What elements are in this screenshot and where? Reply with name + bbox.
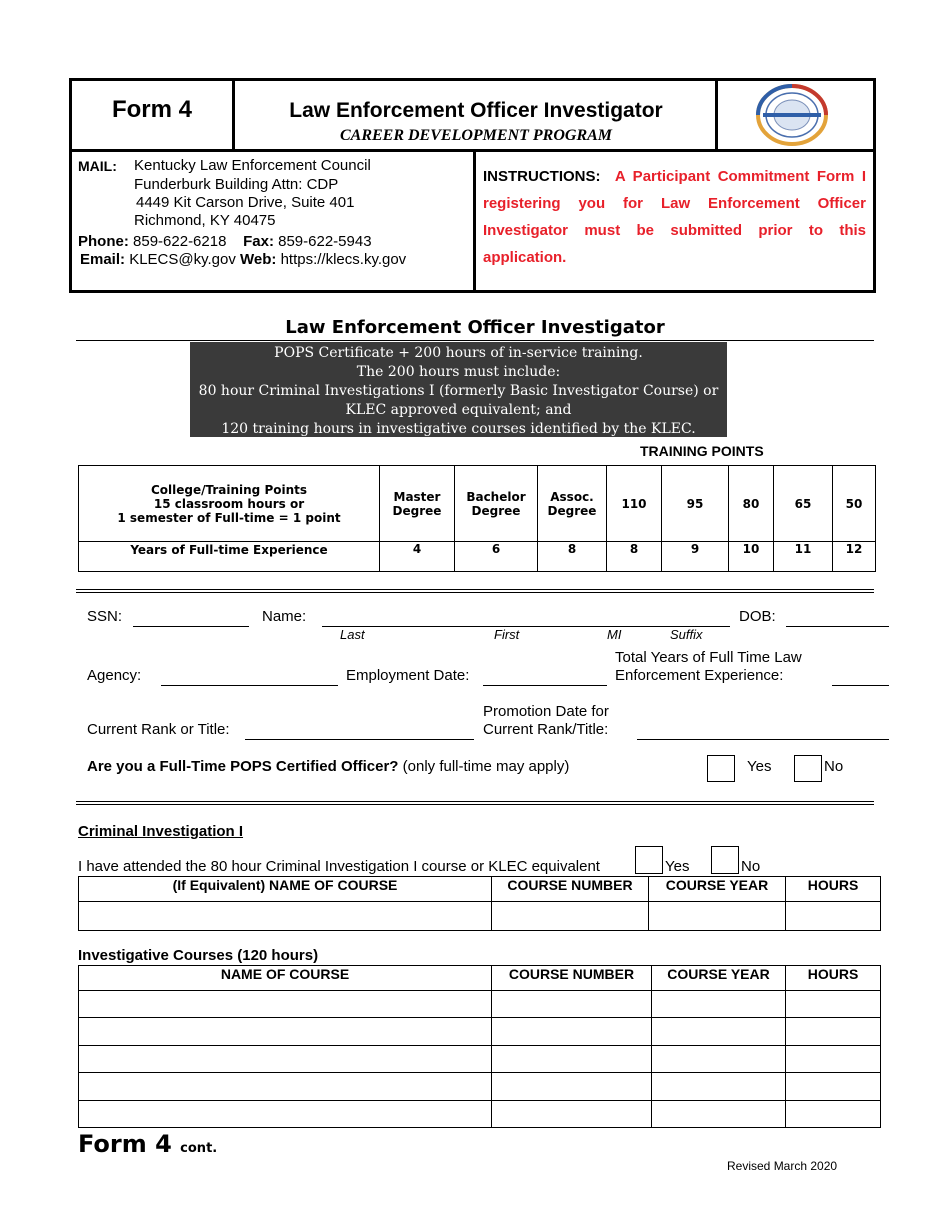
cell-text: 15 classroom hours or bbox=[153, 496, 305, 511]
instructions-text: A Participant Commitment Form I registering you for Law Enforcement Officer Investigator must be submitted prior to this application. bbox=[483, 168, 866, 266]
col-header: HOURS bbox=[786, 966, 881, 991]
dob-input[interactable] bbox=[786, 626, 889, 627]
table-cell: 12 bbox=[833, 542, 876, 572]
course-number-cell[interactable] bbox=[492, 991, 652, 1018]
ci-no-label: No bbox=[741, 858, 761, 875]
table-cell: 6 bbox=[455, 542, 538, 572]
table-cell: 95 bbox=[662, 466, 729, 542]
total-years-input[interactable] bbox=[832, 685, 889, 686]
course-name-cell[interactable] bbox=[79, 1073, 492, 1101]
total-years-label: Total Years of Full Time Law bbox=[615, 649, 802, 666]
footer-form-label bbox=[78, 1130, 217, 1158]
table-row bbox=[79, 991, 881, 1018]
course-year-cell[interactable] bbox=[652, 1101, 786, 1128]
course-year-cell[interactable] bbox=[652, 1046, 786, 1073]
table-cell: 110 bbox=[607, 466, 662, 542]
ssn-label: SSN: bbox=[87, 608, 123, 625]
header-divider bbox=[473, 150, 476, 292]
rank-input[interactable] bbox=[245, 739, 474, 740]
promotion-date-input[interactable] bbox=[637, 739, 889, 740]
mail-label: MAIL: bbox=[78, 158, 117, 174]
address-line: 4449 Kit Carson Drive, Suite 401 bbox=[136, 194, 355, 211]
ci-course-table bbox=[78, 876, 881, 931]
inv-heading: Investigative Courses (120 hours) bbox=[78, 947, 319, 964]
agency-label: Agency: bbox=[87, 667, 142, 684]
col-header: NAME OF COURSE bbox=[79, 966, 492, 991]
fax-number: 859-622-5943 bbox=[278, 233, 372, 250]
table-cell: Assoc. Degree bbox=[538, 466, 607, 542]
pops-question-note: (only full-time may apply) bbox=[402, 758, 570, 775]
course-number-cell[interactable] bbox=[492, 902, 649, 931]
rank-label: Current Rank or Title: bbox=[87, 721, 230, 738]
table-row bbox=[79, 542, 876, 572]
table-cell: 80 bbox=[729, 466, 774, 542]
suffix-hint: Suffix bbox=[670, 627, 703, 642]
phone-fax-line bbox=[78, 233, 372, 250]
pops-question bbox=[87, 758, 569, 775]
table-cell: Years of Full-time Experience bbox=[79, 542, 380, 572]
employment-date-input[interactable] bbox=[483, 685, 607, 686]
instructions-label: INSTRUCTIONS: bbox=[483, 168, 601, 185]
table-cell: 4 bbox=[380, 542, 455, 572]
web-address: https://klecs.ky.gov bbox=[280, 251, 407, 268]
requirements-box bbox=[190, 342, 727, 437]
cell-text: College/Training Points bbox=[150, 482, 308, 497]
course-name-cell[interactable] bbox=[79, 1018, 492, 1046]
divider bbox=[76, 801, 874, 802]
divider bbox=[76, 592, 874, 593]
ssn-input[interactable] bbox=[133, 626, 249, 627]
course-name-cell[interactable] bbox=[79, 1101, 492, 1128]
cell-text: 1 semester of Full-time = 1 point bbox=[117, 510, 341, 525]
hours-cell[interactable] bbox=[786, 991, 881, 1018]
name-input[interactable] bbox=[322, 626, 730, 627]
col-header: COURSE YEAR bbox=[652, 966, 786, 991]
seal-logo-icon bbox=[755, 84, 829, 146]
table-cell: 65 bbox=[774, 466, 833, 542]
col-header: COURSE YEAR bbox=[649, 877, 786, 902]
pops-question-bold: Are you a Full-Time POPS Certified Officer? bbox=[87, 758, 399, 775]
footer-cont: cont. bbox=[180, 1141, 218, 1156]
col-header: COURSE NUMBER bbox=[492, 966, 652, 991]
agency-input[interactable] bbox=[161, 685, 338, 686]
footer-form: Form 4 bbox=[78, 1130, 172, 1158]
hours-cell[interactable] bbox=[786, 1073, 881, 1101]
course-year-cell[interactable] bbox=[649, 902, 786, 931]
revised-date: Revised March 2020 bbox=[727, 1159, 838, 1173]
table-row bbox=[79, 1101, 881, 1128]
table-cell: Master Degree bbox=[380, 466, 455, 542]
table-row bbox=[79, 902, 881, 931]
requirement-line: The 200 hours must include: bbox=[356, 364, 561, 380]
table-cell: 50 bbox=[833, 466, 876, 542]
table-row bbox=[79, 1046, 881, 1073]
hours-cell[interactable] bbox=[786, 902, 881, 931]
divider bbox=[76, 340, 874, 341]
table-header-row bbox=[79, 877, 881, 902]
pops-no-checkbox[interactable] bbox=[794, 755, 822, 782]
hours-cell[interactable] bbox=[786, 1046, 881, 1073]
total-years-label: Enforcement Experience: bbox=[615, 667, 784, 684]
promotion-date-label: Promotion Date for bbox=[483, 703, 609, 720]
course-name-cell[interactable] bbox=[79, 991, 492, 1018]
mi-hint: MI bbox=[607, 627, 622, 642]
email-label: Email: bbox=[80, 251, 126, 268]
hours-cell[interactable] bbox=[786, 1018, 881, 1046]
table-row bbox=[79, 466, 876, 542]
address-line: Funderburk Building Attn: CDP bbox=[134, 176, 339, 193]
table-cell: 11 bbox=[774, 542, 833, 572]
address-line: Kentucky Law Enforcement Council bbox=[134, 157, 371, 174]
page-subtitle: CAREER DEVELOPMENT PROGRAM bbox=[339, 127, 613, 144]
col-header: (If Equivalent) NAME OF COURSE bbox=[79, 877, 492, 902]
yes-label: Yes bbox=[747, 758, 772, 775]
ci-statement: I have attended the 80 hour Criminal Investigation I course or KLEC equivalent bbox=[78, 858, 600, 875]
course-year-cell[interactable] bbox=[652, 1073, 786, 1101]
email-web-line bbox=[80, 251, 406, 268]
requirement-line: POPS Certificate + 200 hours of in-service training. bbox=[274, 345, 643, 361]
form-number: Form 4 bbox=[111, 96, 192, 123]
requirement-line: KLEC approved equivalent; and bbox=[345, 402, 572, 418]
ci-yes-checkbox[interactable] bbox=[635, 846, 663, 874]
investigative-course-table bbox=[78, 965, 881, 1128]
ci-yes-label: Yes bbox=[665, 858, 690, 875]
course-name-cell[interactable] bbox=[79, 1046, 492, 1073]
no-label: No bbox=[824, 758, 844, 775]
table-row bbox=[79, 1073, 881, 1101]
table-cell: 10 bbox=[729, 542, 774, 572]
address-line: Richmond, KY 40475 bbox=[134, 212, 276, 229]
ci-heading: Criminal Investigation I bbox=[78, 823, 244, 840]
table-cell bbox=[79, 466, 380, 542]
course-number-cell[interactable] bbox=[492, 1018, 652, 1046]
table-cell: 9 bbox=[662, 542, 729, 572]
promotion-date-label: Current Rank/Title: bbox=[483, 721, 609, 738]
table-row bbox=[79, 1018, 881, 1046]
web-label: Web: bbox=[240, 251, 277, 268]
requirement-line: 80 hour Criminal Investigations I (formerly Basic Investigator Course) or bbox=[198, 383, 719, 399]
requirement-line: 120 training hours in investigative courses identified by the KLEC. bbox=[221, 421, 696, 437]
fax-label: Fax: bbox=[243, 233, 274, 250]
name-label: Name: bbox=[262, 608, 307, 625]
hours-cell[interactable] bbox=[786, 1101, 881, 1128]
course-year-cell[interactable] bbox=[652, 1018, 786, 1046]
employment-date-label: Employment Date: bbox=[346, 667, 470, 684]
col-header: HOURS bbox=[786, 877, 881, 902]
divider bbox=[76, 804, 874, 805]
page-title: Law Enforcement Officer Investigator bbox=[289, 99, 663, 122]
course-number-cell[interactable] bbox=[492, 1046, 652, 1073]
section-title: Law Enforcement Officer Investigator bbox=[285, 317, 665, 338]
header-divider bbox=[232, 80, 235, 150]
col-header: COURSE NUMBER bbox=[492, 877, 649, 902]
dob-label: DOB: bbox=[739, 608, 776, 625]
table-cell: 8 bbox=[607, 542, 662, 572]
table-cell: Bachelor Degree bbox=[455, 466, 538, 542]
course-year-cell[interactable] bbox=[652, 991, 786, 1018]
training-points-table bbox=[78, 465, 876, 572]
training-points-label: TRAINING POINTS bbox=[640, 443, 764, 459]
divider bbox=[76, 589, 874, 590]
email-address: KLECS@ky.gov bbox=[129, 251, 236, 268]
last-hint: Last bbox=[340, 627, 365, 642]
phone-number: 859-622-6218 bbox=[133, 233, 227, 250]
course-number-cell[interactable] bbox=[492, 1073, 652, 1101]
table-cell: 8 bbox=[538, 542, 607, 572]
pops-yes-checkbox[interactable] bbox=[707, 755, 735, 782]
course-number-cell[interactable] bbox=[492, 1101, 652, 1128]
ci-no-checkbox[interactable] bbox=[711, 846, 739, 874]
table-header-row bbox=[79, 966, 881, 991]
phone-label: Phone: bbox=[78, 233, 129, 250]
first-hint: First bbox=[494, 627, 520, 642]
course-name-cell[interactable] bbox=[79, 902, 492, 931]
instructions bbox=[483, 163, 866, 271]
